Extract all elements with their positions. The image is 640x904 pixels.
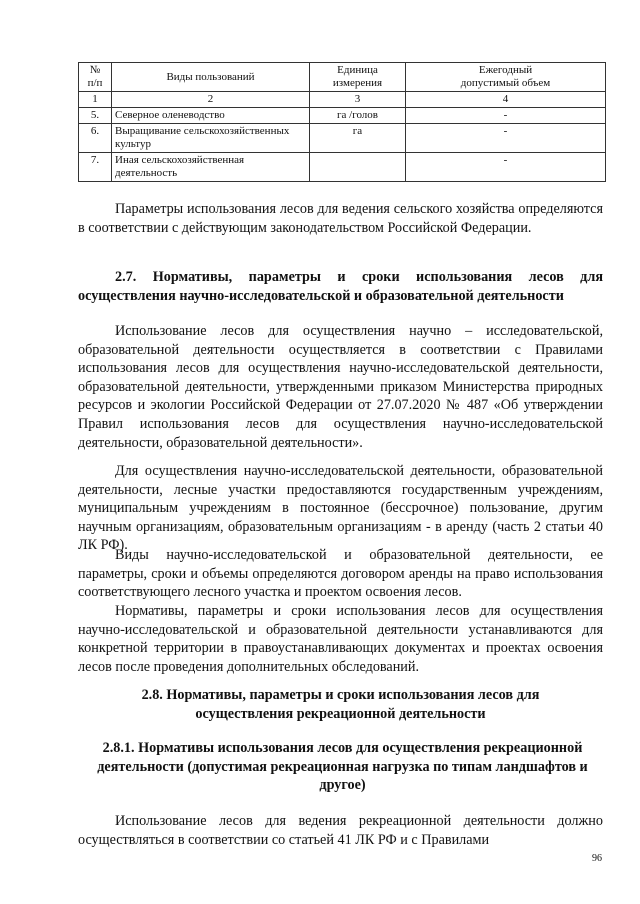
section-heading-2-8-1: 2.8.1. Нормативы использования лесов для осуществления рекреационной деятельности (допустимая рекреационная нагрузка по типам ландшафтов и другое): [97, 740, 588, 794]
section-heading-2-7: 2.7. Нормативы, параметры и сроки использования лесов для осуществления научно-исследовательской и образовательной деятельности: [78, 269, 603, 304]
paragraph-2-7-2: Для осуществления научно-исследовательской деятельности, образовательной деятельности, лесные участки предоставляются государственным учреждениям, муниципальным учреждениям в постоянное (бессрочное) пользование, другим научным организациям, образовательным организациям - в аренду (часть 2 статьи 40 ЛК РФ).: [78, 463, 603, 554]
table-cell: 3: [310, 92, 406, 108]
header-use-type: Виды пользований: [112, 63, 310, 92]
table-cell: -: [406, 153, 606, 182]
page-number: 96: [592, 853, 602, 864]
section-heading-2-8: 2.8. Нормативы, параметры и сроки использования лесов для осуществления рекреационной деятельности: [141, 687, 540, 722]
table-row: [79, 108, 606, 124]
paragraph-2-7-1: Использование лесов для осуществления научно – исследовательской, образовательной деятельности осуществляется в соответствии с Правилами использования лесов для осуществления научно-исследовательской деятельности, образовательной деятельности, утвержденными приказом Министерства природных ресурсов и экологии Российской Федерации от 27.07.2020 № 487 «Об утверждении Правил использования лесов для осуществления научно-исследовательской деятельности, образовательной деятельности».: [78, 323, 603, 451]
table-cell: 7.: [79, 153, 112, 182]
table-row: [79, 153, 606, 182]
table-row: [79, 124, 606, 153]
table-cell: 6.: [79, 124, 112, 153]
paragraph-2-7-3: Виды научно-исследовательской и образовательной деятельности, ее параметры, сроки и объемы определяются договором аренды на право использования соответствующего лесного участка и проектом освоения лесов.: [78, 547, 603, 601]
table-cell: -: [406, 108, 606, 124]
paragraph-2-8-1: Использование лесов для ведения рекреационной деятельности должно осуществляться в соответствии со статьей 41 ЛК РФ и с Правилами: [78, 813, 603, 848]
table-header-row: [79, 63, 606, 92]
table-cell: 2: [112, 92, 310, 108]
table-cell: Выращивание сельскохозяйственных культур: [112, 124, 310, 153]
paragraph-2-7-4: Нормативы, параметры и сроки использования лесов для осуществления научно-исследовательской и образовательной деятельности устанавливаются для конкретной территории в правоустанавливающих документах и проектах освоения лесов после проведения дополнительных обследований.: [78, 603, 603, 675]
table-cell: 4: [406, 92, 606, 108]
table-cell: 1: [79, 92, 112, 108]
table-cell: га /голов: [310, 108, 406, 124]
table-cell: [310, 153, 406, 182]
table-cell: -: [406, 124, 606, 153]
land-use-table: [78, 62, 606, 182]
table-cell: 5.: [79, 108, 112, 124]
table-cell: Иная сельскохозяйственная деятельность: [112, 153, 310, 182]
paragraph-agriculture: Параметры использования лесов для ведения сельского хозяйства определяются в соответствии с действующим законодательством Российской Федерации.: [78, 201, 603, 236]
header-number: № п/п: [79, 63, 112, 92]
table-cell: га: [310, 124, 406, 153]
header-unit: Единица измерения: [310, 63, 406, 92]
header-annual-volume: Ежегодный допустимый объем: [406, 63, 606, 92]
table-index-row: [79, 92, 606, 108]
table-cell: Северное оленеводство: [112, 108, 310, 124]
